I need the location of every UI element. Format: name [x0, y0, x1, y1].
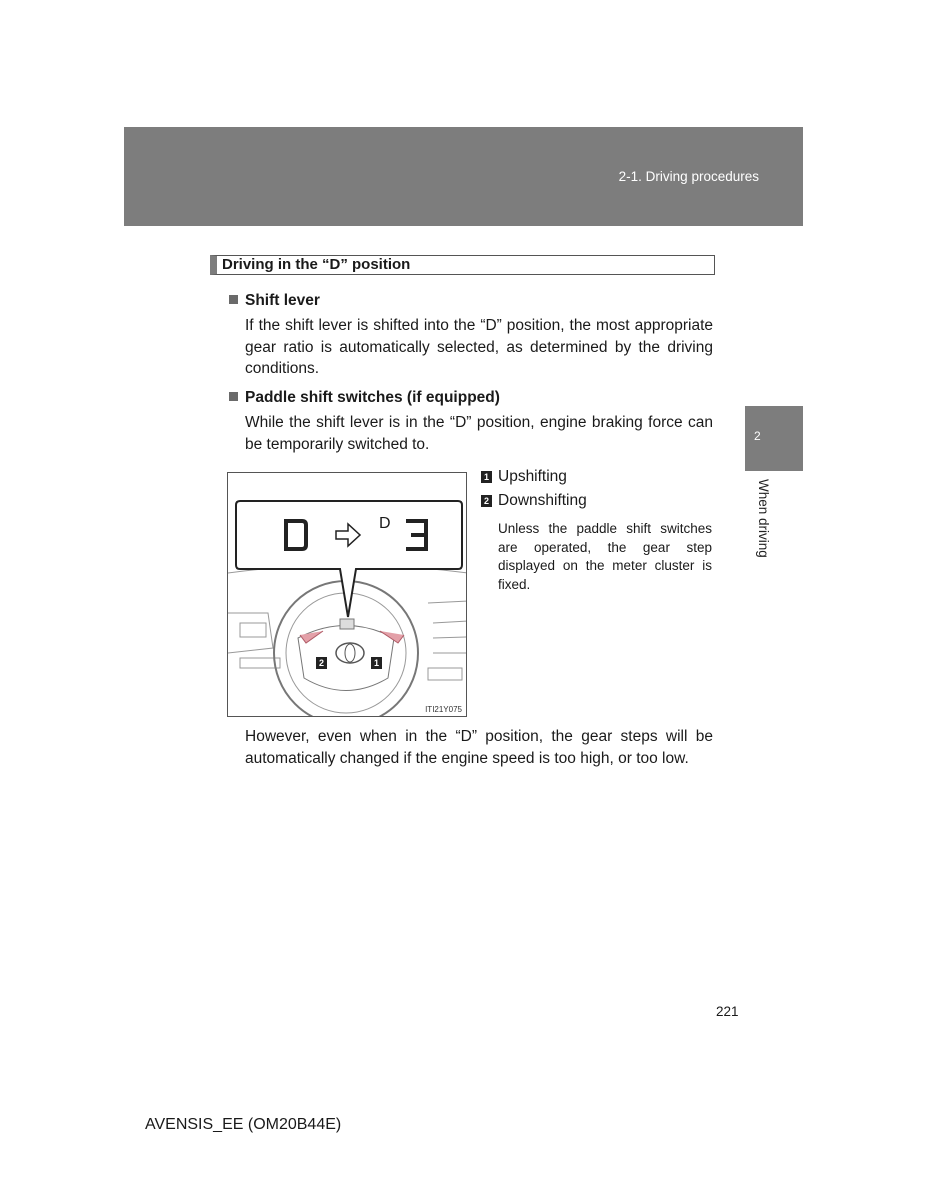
- subsection-heading-text: Paddle shift switches (if equipped): [245, 389, 500, 406]
- document-footer: AVENSIS_EE (OM20B44E): [145, 1116, 342, 1133]
- subsection-heading-shift-lever: [229, 292, 320, 310]
- callout-number: 1: [481, 471, 492, 483]
- callout-downshifting: [481, 492, 587, 510]
- square-bullet-icon: [229, 295, 238, 304]
- square-bullet-icon: [229, 392, 238, 401]
- callout-number: 2: [481, 495, 492, 507]
- page-number: 221: [716, 1004, 739, 1019]
- subsection-heading-text: Shift lever: [245, 292, 320, 309]
- chapter-label: When driving: [756, 479, 771, 558]
- subsection-text-shift-lever: If the shift lever is shifted into the “D” position, the most appropriate gear ratio is automatically selected, as determined by the driving conditions.: [245, 317, 713, 377]
- figure-note: Unless the paddle shift switches are operated, the gear step displayed on the meter cluster is fixed.: [498, 521, 712, 592]
- display-mode-letter: D: [379, 515, 391, 532]
- callout-upshifting: [481, 468, 567, 486]
- chapter-number: 2: [754, 429, 761, 443]
- subsection-text-paddle-shift: While the shift lever is in the “D” position, engine braking force can be temporarily switched to.: [245, 414, 713, 453]
- header-band: [124, 127, 803, 226]
- steering-wheel-figure: [227, 472, 467, 717]
- header-section-title: 2-1. Driving procedures: [618, 169, 759, 184]
- callout-label: Downshifting: [498, 492, 587, 509]
- callout-label: Upshifting: [498, 468, 567, 485]
- section-title: Driving in the “D” position: [210, 255, 715, 275]
- marker-upshift: 1: [371, 657, 382, 669]
- marker-downshift: 2: [316, 657, 327, 669]
- subsection-heading-paddle-shift: [229, 389, 500, 407]
- closing-paragraph: However, even when in the “D” position, the gear steps will be automatically changed if the engine speed is too high, or too low.: [245, 728, 713, 767]
- figure-code: ITI21Y075: [425, 705, 462, 714]
- steering-wheel-illustration: [228, 473, 467, 717]
- chapter-tab[interactable]: [745, 406, 803, 471]
